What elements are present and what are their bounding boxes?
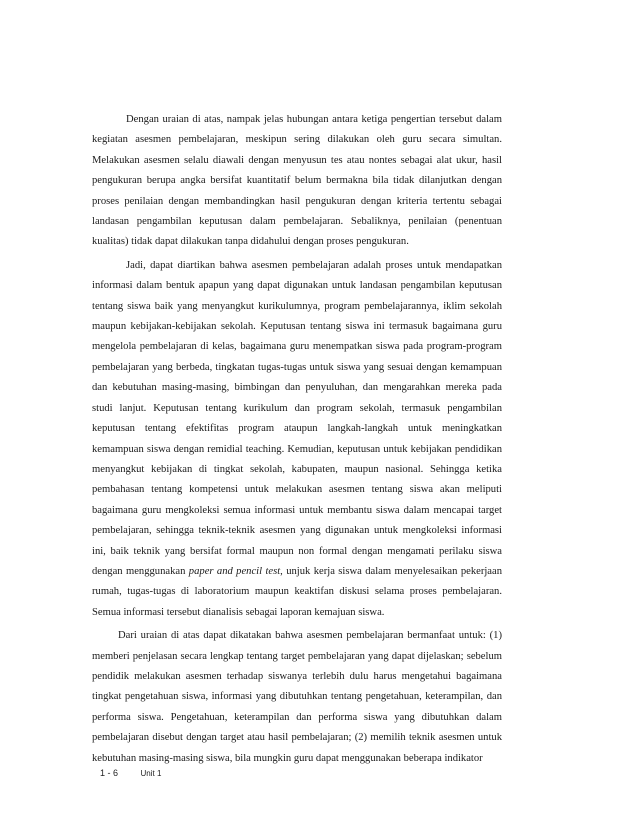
- paragraph-2-part-2: , unjuk kerja siswa dalam menyelesaikan pekerjaan rumah, tugas-tugas di laboratorium maupun keaktifan diskusi selama proses pembelajaran. Semua informasi tersebut dianalisis sebagai laporan kemajuan siswa.: [92, 565, 502, 618]
- body-text: [92, 110, 502, 772]
- paragraph-2: [92, 256, 502, 623]
- unit-label: Unit 1: [140, 769, 162, 778]
- paragraph-3: Dari uraian di atas dapat dikatakan bahwa asesmen pembelajaran bermanfaat untuk: (1) memberi penjelasan secara lengkap tentang target pembelajaran yang dapat dijelaskan; sebelum pendidik melakukan asesmen terhadap siswanya terlebih dulu harus mengetahui bagaimana tingkat pengetahuan siswa, informasi yang dibutuhkan tentang pengetahuan, keterampilan, dan performa siswa. Pengetahuan, keterampilan dan performa siswa yang dibutuhkan dalam pembelajaran disebut dengan target atau hasil pembelajaran; (2) memilih teknik asesmen untuk kebutuhan masing-masing siswa, bila mungkin guru dapat menggunakan beberapa indikator: [92, 630, 502, 764]
- paragraph-2-part-1: Jadi, dapat diartikan bahwa asesmen pembelajaran adalah proses untuk mendapatkan informasi dalam bentuk apapun yang dapat digunakan untuk landasan pengambilan keputusan tentang siswa baik yang menyangkut kurikulumnya, program pembelajarannya, iklim sekolah maupun kebijakan-kebijakan sekolah. Keputusan tentang siswa ini termasuk bagaimana guru mengelola pembelajaran di kelas, bagaimana guru menempatkan siswa pada program-program pembelajaran yang berbeda, tingkatan tugas-tugas untuk siswa yang sesuai dengan kemampuan dan kebutuhan masing-masing, bimbingan dan penyuluhan, dan mengarahkan mereka pada studi lanjut. Keputusan tentang kurikulum dan program sekolah, termasuk pengambilan keputusan tentang efektifitas program ataupun langkah-langkah untuk meningkatkan kemampuan siswa dengan remidial teaching. Kemudian, keputusan untuk kebijakan pendidikan menyangkut kebijakan di tingkat sekolah, kabupaten, maupun nasional. Sehingga ketika pembahasan tentang kompetensi untuk melakukan asesmen tentang siswa akan meliputi bagaimana guru mengkoleksi semua informasi untuk membantu siswa dalam mencapai target pembelajaran, sehingga teknik-teknik asesmen yang digunakan untuk mengkoleksi informasi ini, baik teknik yang bersifat formal maupun non formal dengan mengamati perilaku siswa dengan menggunakan: [92, 259, 502, 577]
- paragraph-1: Dengan uraian di atas, nampak jelas hubungan antara ketiga pengertian tersebut dalam kegiatan asesmen pembelajaran, meskipun sering dilakukan oleh guru secara simultan. Melakukan asesmen selalu diawali dengan menyusun tes atau nontes sebagai alat ukur, hasil pengukuran berupa angka bersifat kuantitatif belum bermakna bila tidak dilanjutkan dengan proses penilaian dengan membandingkan hasil pengukuran dengan kriteria tertentu sebagai landasan pengambilan keputusan dalam pembelajaran. Sebaliknya, penilaian (penentuan kualitas) tidak dapat dilakukan tanpa didahului dengan proses pengukuran.: [92, 114, 502, 248]
- page-number: 1 - 6: [100, 768, 119, 778]
- page-footer: [100, 768, 161, 778]
- italic-term: paper and pencil test: [188, 565, 281, 577]
